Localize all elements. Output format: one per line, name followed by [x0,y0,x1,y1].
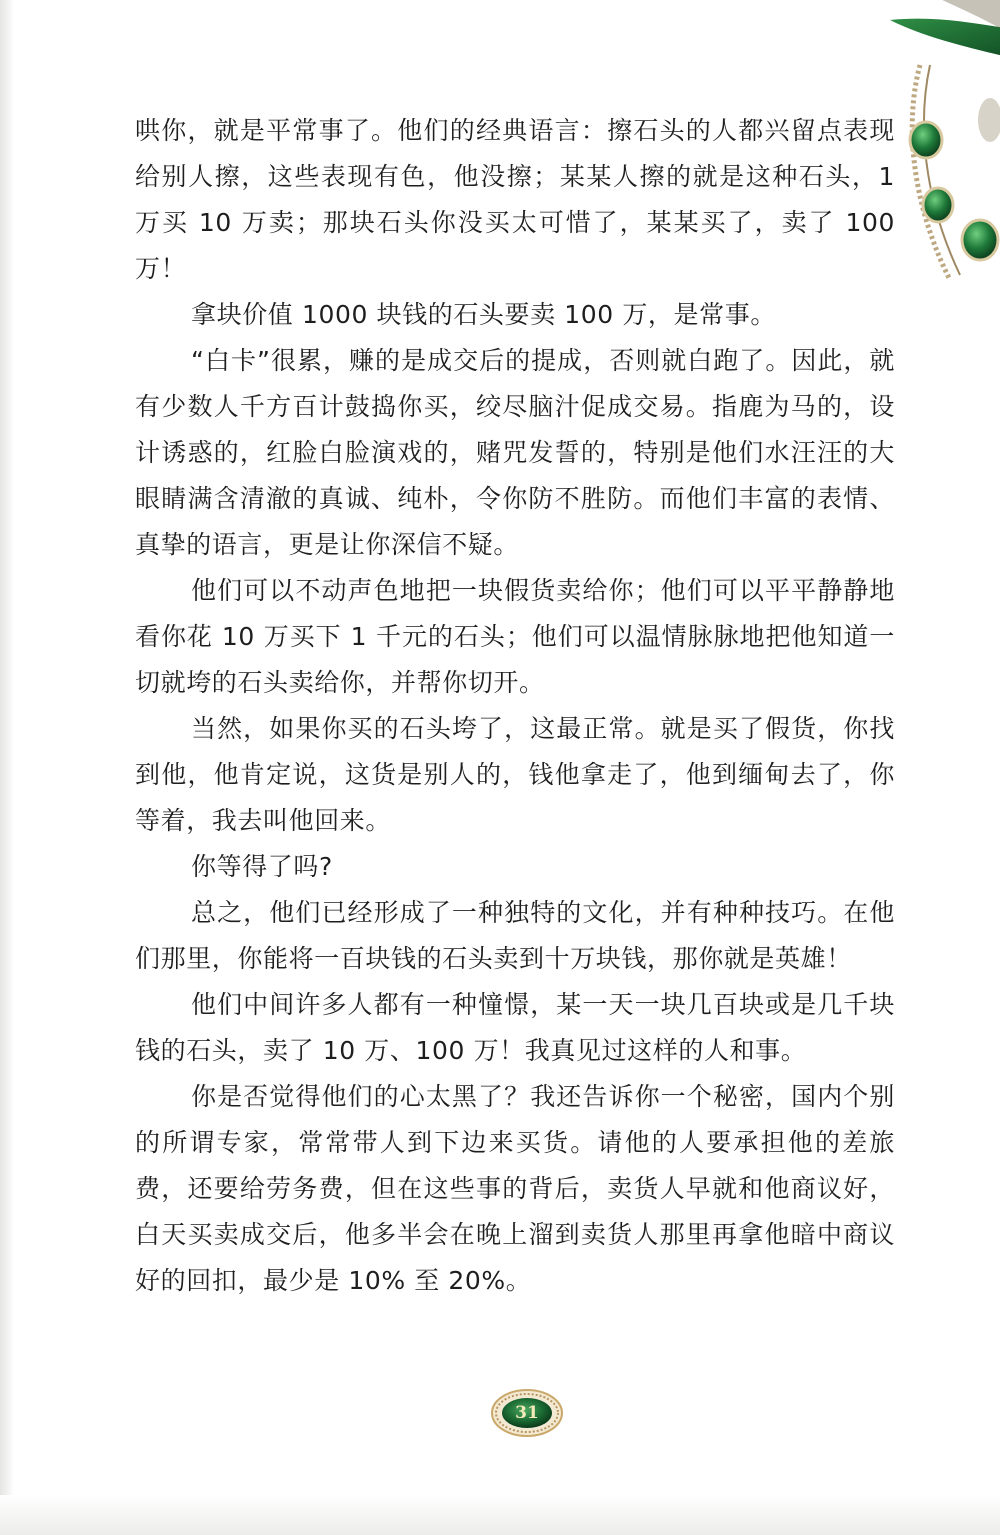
paragraph: 拿块价值 1000 块钱的石头要卖 100 万，是常事。 [191,300,776,329]
page-gutter-shadow [0,0,14,1535]
paragraph: 他们可以不动声色地把一块假货卖给你；他们可以平平静静地看你花 10 万买下 1 千元的石头；他们可以温情脉脉地把他知道一切就垮的石头卖给你，并帮你切开。 [135,576,895,697]
body-text [135,108,895,1304]
paragraph: 他们中间许多人都有一种憧憬，某一天一块几百块或是几千块钱的石头，卖了 10 万、100 万！我真见过这样的人和事。 [135,990,895,1065]
paragraph: 当然，如果你买的石头垮了，这最正常。就是买了假货，你找到他，他肯定说，这货是别人的，钱他拿走了，他到缅甸去了，你等着，我去叫他回来。 [135,714,895,835]
jade-necklace-icon [880,0,1000,300]
page-bottom-shadow [0,1495,1000,1535]
paragraph: “白卡”很累，赚的是成交后的提成，否则就白跑了。因此，就有少数人千方百计鼓捣你买，绞尽脑汁促成交易。指鹿为马的，设计诱惑的，红脸白脸演戏的，赌咒发誓的，特别是他们水汪汪的大眼睛满含清澈的真诚、纯朴，令你防不胜防。而他们丰富的表情、真挚的语言，更是让你深信不疑。 [135,346,895,559]
paragraph: 哄你，就是平常事了。他们的经典语言：擦石头的人都兴留点表现给别人擦，这些表现有色，他没擦；某某人擦的就是这种石头，1 万买 10 万卖；那块石头你没买太可惜了，某某买了，卖了 100 万！ [135,116,895,283]
paragraph: 你等得了吗? [191,852,333,881]
paragraph: 你是否觉得他们的心太黑了？我还告诉你一个秘密，国内个别的所谓专家，常常带人到下边来买货。请他的人要承担他的差旅费，还要给劳务费，但在这些事的背后，卖货人早就和他商议好，白天买卖成交后，他多半会在晚上溜到卖货人那里再拿他暗中商议好的回扣，最少是 10% 至 20%。 [135,1082,895,1295]
paragraph: 总之，他们已经形成了一种独特的文化，并有种种技巧。在他们那里，你能将一百块钱的石头卖到十万块钱，那你就是英雄！ [135,898,895,973]
page-number: 31 [515,1403,539,1423]
